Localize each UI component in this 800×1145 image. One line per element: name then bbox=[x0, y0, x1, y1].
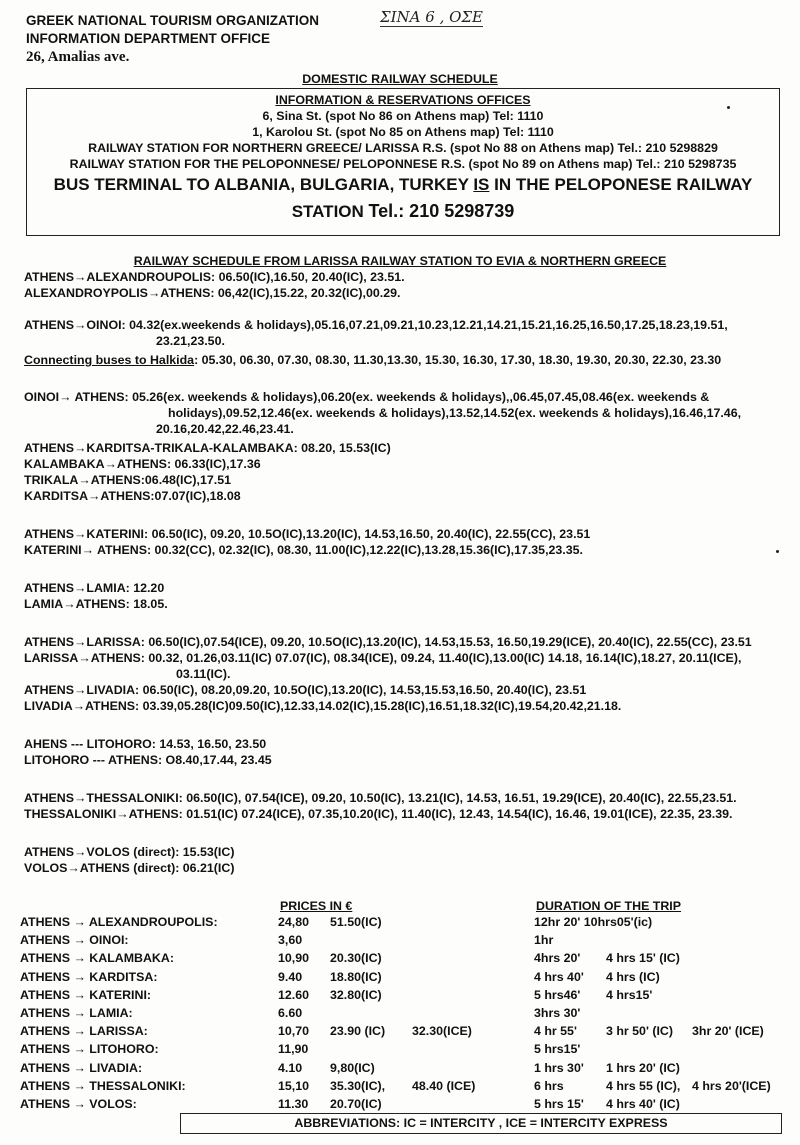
duration-2: 4 hrs 40' (IC) bbox=[606, 1097, 680, 1111]
schedule-line: ATHENS→OINOI: 04.32(ex.weekends & holidays),05.16,07.21,09.21,10.23,12.21,14.21,15.21,16.25,16.50,17.25,18.23,19.51, bbox=[24, 318, 728, 332]
route-label: ATHENS → LIVADIA: bbox=[20, 1060, 143, 1075]
abbreviations: ABBREVIATIONS: IC = INTERCITY , ICE = INTERCITY EXPRESS bbox=[294, 1116, 668, 1130]
duration-1: 3hrs 30' bbox=[534, 1006, 581, 1020]
price-row bbox=[20, 1006, 780, 1024]
duration-2: 4 hrs 15' (IC) bbox=[606, 951, 680, 966]
schedule-line: ATHENS→LAMIA: 12.20 bbox=[24, 581, 165, 595]
price-standard: 10,90 bbox=[278, 951, 310, 966]
address: 26, Amalias ave. bbox=[26, 49, 130, 65]
schedule-line: ATHENS→THESSALONIKI: 06.50(IC), 07.54(ICE), 09.20, 10.50(IC), 13.21(IC), 14.53, 16.51, 19.29(ICE), 20.40(IC), 22.55,23.51. bbox=[24, 791, 737, 805]
duration-2: 4 hrs (IC) bbox=[606, 969, 660, 984]
duration-heading: DURATION OF THE TRIP bbox=[536, 899, 682, 913]
speck bbox=[727, 106, 730, 109]
price-standard: 11,90 bbox=[278, 1042, 309, 1057]
info-line-3: RAILWAY STATION FOR NORTHERN GREECE/ LARISSA R.S. (spot No 88 on Athens map) Tel.: 210 5298829 bbox=[88, 141, 718, 155]
duration-2: 3 hr 50' (IC) bbox=[606, 1024, 673, 1039]
price-ice: 48.40 (ICE) bbox=[412, 1078, 476, 1093]
duration-1: 5 hrs 15' bbox=[534, 1097, 584, 1111]
price-ic: 23.90 (IC) bbox=[330, 1024, 386, 1039]
schedule-line: 03.11(IC). bbox=[176, 667, 231, 681]
info-heading: INFORMATION & RESERVATIONS OFFICES bbox=[275, 93, 531, 107]
info-line-2: 1, Karolou St. (spot No 85 on Athens map) Tel: 1110 bbox=[252, 125, 554, 139]
bus-terminal-line: BUS TERMINAL TO ALBANIA, BULGARIA, TURKEY IS IN THE PELOPONESE RAILWAY bbox=[53, 175, 753, 194]
schedule-line: LARISSA→ATHENS: 00.32, 01.26,03.11(IC) 07.07(IC), 08.34(ICE), 09.24, 11.40(IC),13.00(IC) 14.18, 16.14(IC),18.27, 20.11(ICE), bbox=[24, 651, 742, 665]
duration-1: 12hr 20' 10hrs05'(ic) bbox=[534, 915, 653, 929]
price-row bbox=[20, 915, 780, 933]
schedule-line: ATHENS→ALEXANDROUPOLIS: 06.50(IC),16.50, 20.40(IC), 23.51. bbox=[24, 270, 405, 284]
schedule-line: KATERINI→ ATHENS: 00.32(CC), 02.32(IC), 08.30, 11.00(IC),12.22(IC),13.28,15.36(IC),17.35,23.35. bbox=[24, 543, 583, 557]
schedule-line: LAMIA→ATHENS: 18.05. bbox=[24, 597, 168, 611]
duration-1: 4 hrs 40' bbox=[534, 969, 584, 984]
schedule-line: VOLOS→ATHENS (direct): 06.21(IC) bbox=[24, 861, 235, 875]
schedule-line: LITOHORO --- ATHENS: O8.40,17.44, 23.45 bbox=[24, 753, 272, 767]
price-row bbox=[20, 988, 780, 1006]
price-standard: 11.30 bbox=[278, 1097, 309, 1111]
schedule-line: ATHENS→LIVADIA: 06.50(IC), 08.20,09.20, 10.5O(IC),13.20(IC), 14.53,15.53,16.50, 20.40(IC), 23.51 bbox=[24, 683, 587, 697]
price-ic: 32.80(IC) bbox=[330, 987, 382, 1002]
schedule-line: ATHENS→KARDITSA-TRIKALA-KALAMBAKA: 08.20, 15.53(IC) bbox=[24, 441, 391, 455]
price-row bbox=[20, 933, 780, 951]
schedule-line: LIVADIA→ATHENS: 03.39,05.28(IC)09.50(IC),12.33,14.02(IC),15.28(IC),16.51,18.32(IC),19.54,20.42,21.18. bbox=[24, 699, 622, 713]
org-name: GREEK NATIONAL TOURISM ORGANIZATION bbox=[26, 13, 319, 28]
duration-1: 1hr bbox=[534, 933, 554, 948]
duration-2: 4 hrs 55 (IC), bbox=[606, 1078, 681, 1093]
route-label: ATHENS → KALAMBAKA: bbox=[20, 951, 174, 966]
route-label: ATHENS → LARISSA: bbox=[20, 1024, 148, 1039]
route-label: ATHENS → KATERINI: bbox=[20, 987, 152, 1002]
price-row bbox=[20, 1042, 780, 1060]
duration-1: 4hrs 20' bbox=[534, 951, 581, 966]
price-row bbox=[20, 1061, 780, 1079]
price-standard: 3,60 bbox=[278, 933, 303, 948]
price-ic: 9,80(IC) bbox=[330, 1060, 375, 1075]
price-standard: 9.40 bbox=[278, 969, 303, 984]
duration-1: 5 hrs46' bbox=[534, 987, 581, 1002]
schedule-line: AHENS --- LITOHORO: 14.53, 16.50, 23.50 bbox=[24, 737, 267, 751]
price-standard: 24,80 bbox=[278, 915, 310, 929]
schedule-line: OINOI→ ATHENS: 05.26(ex. weekends & holidays),06.20(ex. weekends & holidays),,06.45,07.45,08.46(ex. weekends & bbox=[24, 390, 710, 404]
prices-heading: PRICES IN € bbox=[280, 899, 353, 913]
info-line-4: RAILWAY STATION FOR THE PELOPONNESE/ PELOPONNESE R.S. (spot No 89 on Athens map) Tel.: 210 5298735 bbox=[69, 157, 737, 171]
route-label: ATHENS → LAMIA: bbox=[20, 1006, 133, 1020]
schedule-line: KALAMBAKA→ATHENS: 06.33(IC),17.36 bbox=[24, 457, 261, 471]
price-row bbox=[20, 951, 780, 969]
abbreviations-box bbox=[180, 1113, 782, 1134]
schedule-line: ATHENS→KATERINI: 06.50(IC), 09.20, 10.5O(IC),13.20(IC), 14.53,16.50, 20.40(IC), 22.55(CC), 23.51 bbox=[24, 527, 591, 541]
price-standard: 15,10 bbox=[278, 1078, 310, 1093]
route-label: ATHENS → VOLOS: bbox=[20, 1097, 137, 1111]
price-ic: 18.80(IC) bbox=[330, 969, 382, 984]
duration-3: 3hr 20' (ICE) bbox=[692, 1024, 764, 1039]
route-label: ATHENS → LITOHORO: bbox=[20, 1042, 159, 1057]
price-row bbox=[20, 1079, 780, 1097]
price-ic: 51.50(IC) bbox=[330, 915, 382, 929]
schedule-line: 20.16,20.42,22.46,23.41. bbox=[156, 422, 294, 436]
dept-name: INFORMATION DEPARTMENT OFFICE bbox=[26, 31, 270, 46]
price-standard: 12.60 bbox=[278, 987, 310, 1002]
duration-1: 5 hrs15' bbox=[534, 1042, 581, 1057]
route-label: ATHENS → OINOI: bbox=[20, 933, 129, 948]
schedule-line: 23.21,23.50. bbox=[156, 334, 225, 348]
schedule-list bbox=[24, 269, 794, 876]
info-box bbox=[26, 88, 780, 236]
schedule-line: holidays),09.52,12.46(ex. weekends & holidays),13.52,14.52(ex. weekends & holidays),16.46,17.46, bbox=[168, 406, 742, 420]
duration-1: 6 hrs bbox=[534, 1078, 564, 1093]
price-standard: 10,70 bbox=[278, 1024, 310, 1039]
duration-2: 4 hrs15' bbox=[606, 987, 653, 1002]
schedule-line: ATHENS→VOLOS (direct): 15.53(IC) bbox=[24, 845, 235, 859]
page-title: DOMESTIC RAILWAY SCHEDULE bbox=[302, 72, 498, 86]
schedule-line: KARDITSA→ATHENS:07.07(IC),18.08 bbox=[24, 489, 241, 503]
price-ice: 32.30(ICE) bbox=[412, 1024, 472, 1039]
route-label: ATHENS → ALEXANDROUPOLIS: bbox=[20, 915, 218, 929]
schedule-heading: RAILWAY SCHEDULE FROM LARISSA RAILWAY STATION TO EVIA & NORTHERN GREECE bbox=[133, 254, 667, 268]
duration-3: 4 hrs 20'(ICE) bbox=[692, 1078, 771, 1093]
duration-2: 1 hrs 20' (IC) bbox=[606, 1060, 680, 1075]
price-standard: 6.60 bbox=[278, 1006, 303, 1020]
schedule-line: ALEXANDROYPOLIS→ATHENS: 06,42(IC),15.22, 20.32(IC),00.29. bbox=[24, 286, 401, 300]
station-tel-line: STATION Tel.: 210 5298739 bbox=[291, 201, 515, 221]
price-row bbox=[20, 1024, 780, 1042]
handwritten-note: ΣΙΝΑ 6 , ΟΣΕ bbox=[380, 8, 483, 26]
price-ic: 35.30(IC), bbox=[330, 1078, 386, 1093]
route-label: ATHENS → THESSALONIKI: bbox=[20, 1078, 186, 1093]
schedule-line: ATHENS→LARISSA: 06.50(IC),07.54(ICE), 09.20, 10.5O(IC),13.20(IC), 14.53,15.53, 16.50,19.29(ICE), 20.40(IC), 22.55(CC), 23.51 bbox=[24, 635, 752, 649]
route-label: ATHENS → KARDITSA: bbox=[20, 969, 158, 984]
bus-line: Connecting buses to Halkida: 05.30, 06.30, 07.30, 08.30, 11.30,13.30, 15.30, 16.30, 17.30, 18.30, 19.30, 20.30, 22.30, 23.30 bbox=[24, 353, 722, 367]
duration-1: 1 hrs 30' bbox=[534, 1060, 584, 1075]
schedule-line: TRIKALA→ATHENS:06.48(IC),17.51 bbox=[24, 473, 232, 487]
duration-1: 4 hr 55' bbox=[534, 1024, 577, 1039]
price-standard: 4.10 bbox=[278, 1060, 303, 1075]
price-ic: 20.70(IC) bbox=[330, 1097, 382, 1111]
schedule-line: THESSALONIKI→ATHENS: 01.51(IC) 07.24(ICE), 07.35,10.20(IC), 11.40(IC), 12.43, 14.54(IC), 16.46, 19.01(ICE), 22.35, 23.39. bbox=[24, 807, 733, 821]
info-line-1: 6, Sina St. (spot No 86 on Athens map) Tel: 1110 bbox=[262, 109, 544, 123]
price-row bbox=[20, 970, 780, 988]
price-ic: 20.30(IC) bbox=[330, 951, 382, 966]
